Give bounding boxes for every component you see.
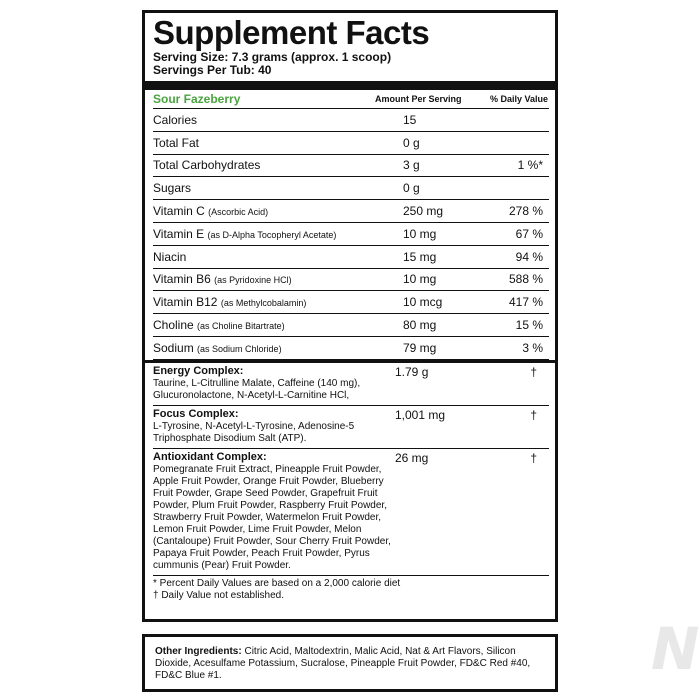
nutrient-label: Vitamin B6 xyxy=(153,272,211,287)
nutrient-dv: 67 % xyxy=(515,226,543,241)
nutrient-row xyxy=(153,269,549,292)
nutrient-row xyxy=(153,223,549,246)
nutrient-amount: 0 g xyxy=(403,181,420,196)
nutrient-amount: 10 mcg xyxy=(403,295,443,310)
nutrient-dv: 1 %* xyxy=(517,158,543,173)
nutrient-row xyxy=(153,155,549,178)
nutrient-label: Vitamin C xyxy=(153,204,205,219)
complex-name: Focus Complex: xyxy=(153,407,239,420)
complex-name: Antioxidant Complex: xyxy=(153,450,267,463)
nutrient-label: Vitamin B12 xyxy=(153,295,218,310)
nutrient-dv: 15 % xyxy=(515,318,543,333)
nutrient-dv: 94 % xyxy=(515,249,543,264)
watermark-logo: N xyxy=(651,615,700,683)
dv-header: % Daily Value xyxy=(489,94,548,104)
complex-dv: † xyxy=(530,407,537,422)
nutrient-label: Vitamin E xyxy=(153,226,205,241)
footnote: † Daily Value not established. xyxy=(153,589,285,601)
nutrient-row xyxy=(153,291,549,314)
complex-ingredients: Pomegranate Fruit Extract, Pineapple Fruit Powder, Apple Fruit Powder, Orange Fruit Powder, Blueberry Fruit Powder, Grape Seed Powder, Grapefruit Fruit Powder, Plum Fruit Powder, Raspberry Fruit Powder, Strawberry Fruit Powder, Watermelon Fruit Powder, Lemon Fruit Powder, Lime Fruit Powder, Melon (Cantaloupe) Fruit Powder, Sour Cherry Fruit Powder, Papaya Fruit Powder, Peach Fruit Powder, Pyrus cummunis (Pear) Fruit Powder. xyxy=(153,463,391,571)
nutrient-row xyxy=(153,109,549,132)
nutrient-amount: 3 g xyxy=(403,158,420,173)
complex-description xyxy=(153,408,395,445)
nutrient-source: (as D-Alpha Tocopheryl Acetate) xyxy=(207,229,337,240)
nutrient-amount: 10 mg xyxy=(403,226,437,241)
complex-name: Energy Complex: xyxy=(153,364,244,377)
nutrient-name xyxy=(153,318,403,332)
nutrient-amount: 10 mg xyxy=(403,272,437,287)
complex-row xyxy=(153,406,549,449)
nutrient-name xyxy=(153,272,403,286)
nutrient-amount: 15 xyxy=(403,112,417,127)
nutrient-row xyxy=(153,132,549,155)
nutrient-row xyxy=(153,177,549,200)
complex-ingredients: Taurine, L-Citrulline Malate, Caffeine (140 mg), Glucuronolactone, N-Acetyl-L-Carnitine HCl, xyxy=(153,377,361,401)
footnote: * Percent Daily Values are based on a 2,000 calorie diet xyxy=(153,577,401,589)
complex-description xyxy=(153,451,395,572)
supplement-facts-panel xyxy=(142,10,558,622)
footnotes xyxy=(153,576,549,602)
other-ingredients-label: Other Ingredients: xyxy=(155,646,242,657)
other-ingredients-panel xyxy=(142,634,558,692)
nutrient-table xyxy=(153,109,549,360)
nutrient-dv: 588 % xyxy=(508,272,543,287)
complex-row xyxy=(153,363,549,406)
nutrient-dv: 3 % xyxy=(522,340,543,355)
nutrient-row xyxy=(153,246,549,269)
nutrient-dv: 278 % xyxy=(508,204,543,219)
nutrient-name xyxy=(153,181,403,195)
nutrient-label: Choline xyxy=(153,318,194,333)
nutrient-label: Niacin xyxy=(153,249,187,264)
nutrient-source: (as Choline Bitartrate) xyxy=(197,321,285,332)
nutrient-name xyxy=(153,250,403,264)
nutrient-label: Sodium xyxy=(153,340,194,355)
nutrient-name xyxy=(153,341,403,355)
nutrient-name xyxy=(153,158,403,172)
nutrient-amount: 15 mg xyxy=(403,249,437,264)
complex-dv: † xyxy=(530,364,537,379)
nutrient-amount: 80 mg xyxy=(403,318,437,333)
nutrient-name xyxy=(153,227,403,241)
complex-amount: 1,001 mg xyxy=(395,407,446,422)
nutrient-row xyxy=(153,314,549,337)
complex-dv: † xyxy=(530,450,537,465)
servings-per-tub: Servings Per Tub: 40 xyxy=(153,63,272,77)
nutrient-source: (as Sodium Chloride) xyxy=(197,343,282,354)
complex-description xyxy=(153,365,395,402)
nutrient-name xyxy=(153,113,403,127)
complex-amount: 1.79 g xyxy=(395,364,429,379)
nutrient-source: (Ascorbic Acid) xyxy=(208,207,269,218)
nutrient-amount: 0 g xyxy=(403,135,420,150)
nutrient-name xyxy=(153,136,403,150)
nutrient-name xyxy=(153,204,403,218)
nutrient-source: (as Pyridoxine HCl) xyxy=(214,275,292,286)
flavor-name: Sour Fazeberry xyxy=(153,92,241,106)
serving-size: Serving Size: 7.3 grams (approx. 1 scoop) xyxy=(153,50,392,64)
complex-amount: 26 mg xyxy=(395,450,429,465)
nutrient-name xyxy=(153,295,403,309)
nutrient-row xyxy=(153,337,549,360)
complex-row xyxy=(153,449,549,576)
complex-ingredients: L-Tyrosine, N-Acetyl-L-Tyrosine, Adenosine-5 Triphosphate Disodium Salt (ATP). xyxy=(153,420,355,444)
complex-table xyxy=(153,363,549,576)
nutrient-source: (as Methylcobalamin) xyxy=(220,298,307,309)
nutrient-row xyxy=(153,200,549,223)
table-header xyxy=(153,90,549,109)
panel-title: Supplement Facts xyxy=(153,14,430,51)
nutrient-label: Calories xyxy=(153,112,198,127)
nutrient-dv: 417 % xyxy=(508,295,543,310)
nutrient-label: Total Carbohydrates xyxy=(153,158,261,173)
nutrient-amount: 79 mg xyxy=(403,340,437,355)
nutrient-label: Total Fat xyxy=(153,135,200,150)
nutrient-amount: 250 mg xyxy=(403,204,444,219)
thick-divider xyxy=(145,81,555,90)
nutrient-label: Sugars xyxy=(153,181,192,196)
amount-header: Amount Per Serving xyxy=(375,94,462,104)
other-ingredients-text: Citric Acid, Maltodextrin, Malic Acid, Nat & Art Flavors, Silicon Dioxide, Acesulfame Potassium, Sucralose, Pineapple Fruit Powder, FD&C Red #40, FD&C Blue #1. xyxy=(155,646,531,681)
